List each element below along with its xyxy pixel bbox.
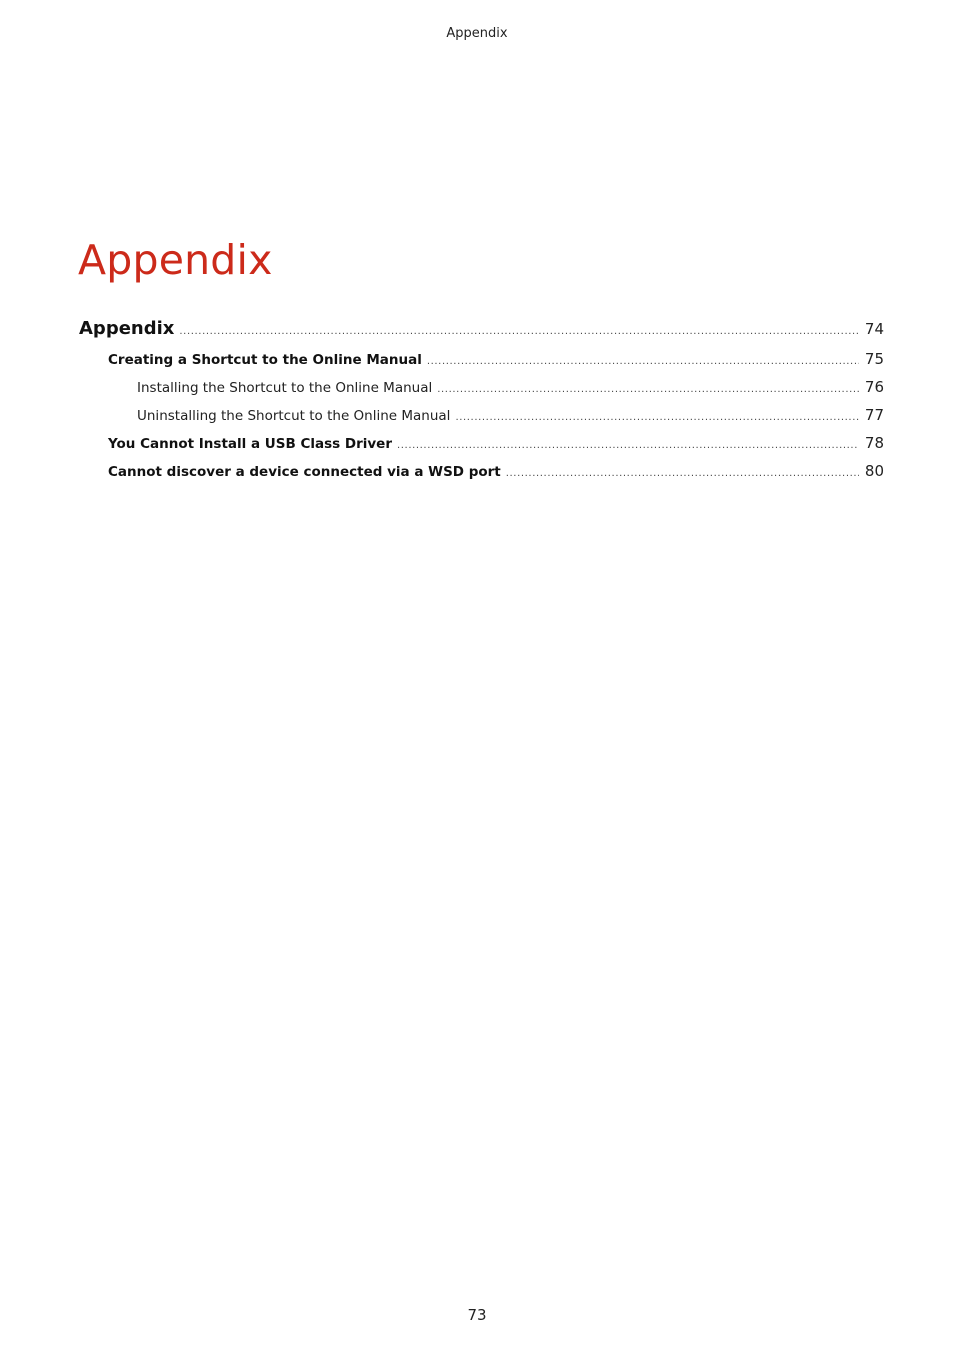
toc-entry-title: You Cannot Install a USB Class Driver — [108, 436, 392, 452]
running-header: Appendix — [446, 26, 508, 41]
toc-dot-leader — [397, 440, 859, 451]
toc-page-number: 75 — [864, 350, 884, 368]
toc-dot-leader — [427, 356, 859, 367]
toc-entry-title: Cannot discover a device connected via a WSD port — [108, 464, 501, 480]
toc-page-number: 80 — [864, 462, 884, 480]
toc-entry-wsd-port[interactable] — [79, 462, 884, 490]
toc-entry-creating-shortcut[interactable] — [79, 350, 884, 378]
toc-dot-leader — [455, 412, 858, 423]
toc-page-number: 74 — [864, 320, 884, 338]
toc-page-number: 77 — [864, 406, 884, 424]
toc-dot-leader — [179, 326, 859, 337]
toc-entry-title: Appendix — [79, 318, 175, 339]
table-of-contents — [79, 318, 884, 490]
chapter-title: Appendix — [78, 236, 273, 284]
toc-entry-uninstalling-shortcut[interactable] — [79, 406, 884, 434]
toc-entry-title: Uninstalling the Shortcut to the Online Manual — [137, 408, 451, 424]
toc-entry-installing-shortcut[interactable] — [79, 378, 884, 406]
toc-dot-leader — [437, 384, 859, 395]
page-number: 73 — [467, 1306, 487, 1324]
toc-entry-usb-class-driver[interactable] — [79, 434, 884, 462]
toc-page-number: 76 — [864, 378, 884, 396]
toc-entry-title: Creating a Shortcut to the Online Manual — [108, 352, 422, 368]
toc-entry-title: Installing the Shortcut to the Online Manual — [137, 380, 433, 396]
toc-entry-appendix[interactable] — [79, 318, 884, 350]
toc-dot-leader — [506, 468, 859, 479]
toc-page-number: 78 — [864, 434, 884, 452]
